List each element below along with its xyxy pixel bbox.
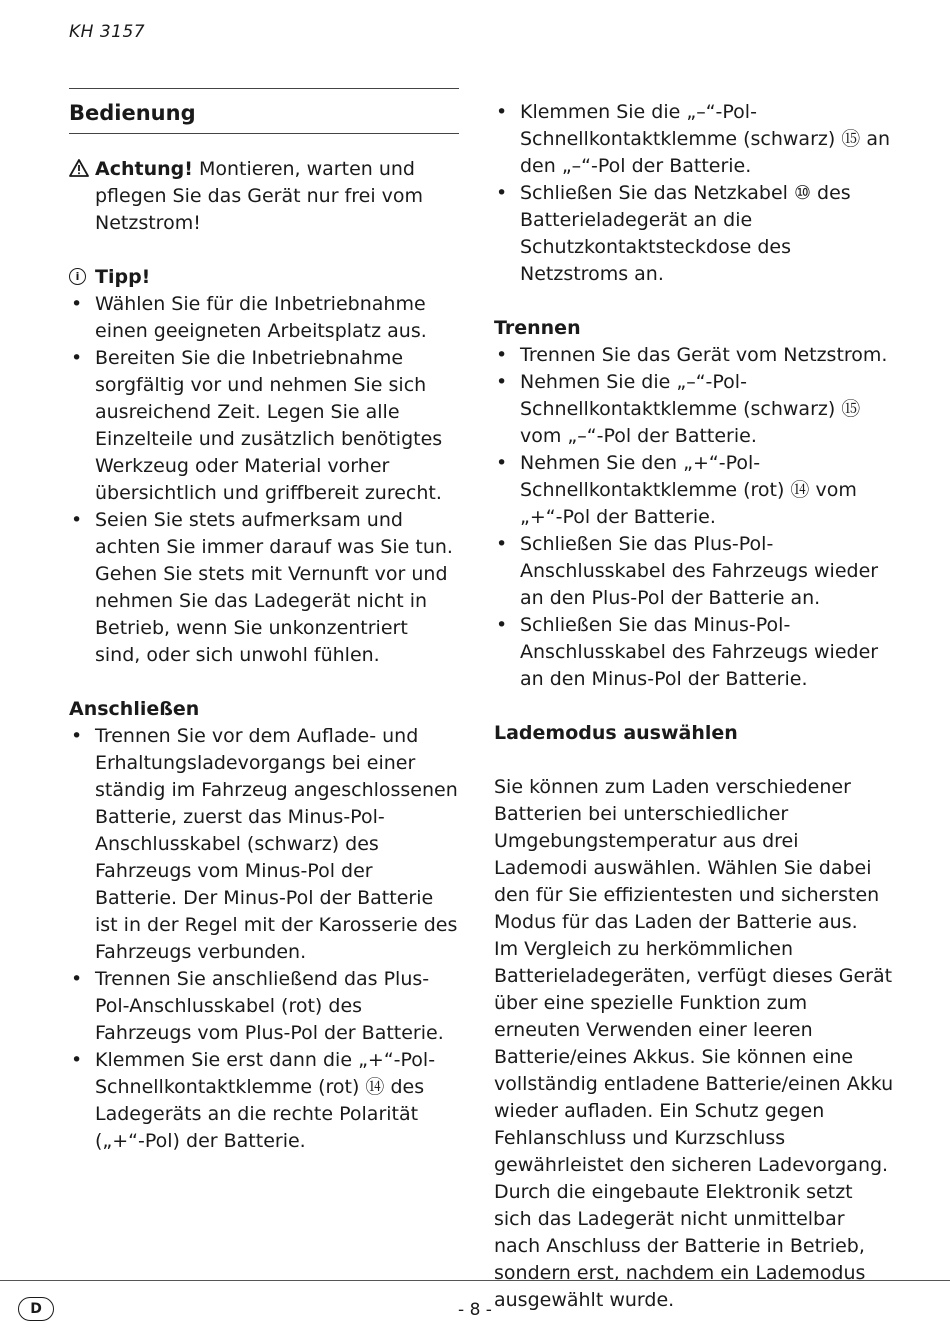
mode-heading: Lademodus auswählen	[494, 722, 738, 744]
warning-text	[95, 156, 459, 237]
list-item: • Trennen Sie das Gerät vom Netzstrom.	[494, 342, 894, 369]
list-item: • Nehmen Sie die „–“-Pol-Schnellkontaktklemme (schwarz) ⑮ vom „–“-Pol der Batterie.	[494, 369, 894, 450]
page-number: - 8 -	[458, 1300, 492, 1320]
connect-list-continued	[494, 99, 894, 288]
info-icon: i	[69, 264, 95, 291]
section-title: Bedienung	[69, 101, 196, 125]
warning-block	[69, 156, 459, 237]
right-column	[494, 99, 894, 1314]
mode-paragraph-2: Im Vergleich zu herkömmlichen Batterieladegeräten, verfügt dieses Gerät über eine spezielle Funktion zum erneuten Verwenden einer leeren Batterie/eines Akkus. Sie können eine vollständig entladene Batterie/einen Akku wieder aufladen. Ein Schutz gegen Fehlanschluss und Kurzschluss gewährleistet den sicheren Ladevorgang. Durch die eingebaute Elektronik setzt sich das Ladegerät nicht unmittelbar nach Anschluss der Batterie in Betrieb, sondern erst, nachdem ein Lademodus ausgewählt wurde.	[494, 938, 894, 1311]
list-item: • Schließen Sie das Netzkabel ⑩ des Batterieladegerät an die Schutzkontaktsteckdose des Netzstroms an.	[494, 180, 894, 288]
tip-heading	[69, 264, 459, 291]
tip-list	[69, 291, 459, 669]
connect-list	[69, 723, 459, 1155]
warning-label: Achtung!	[95, 158, 193, 180]
list-item: • Bereiten Sie die Inbetriebnahme sorgfältig vor und nehmen Sie sich ausreichend Zeit. Legen Sie alle Einzelteile und zusätzlich benötigtes Werkzeug oder Material vorher übersichtlich und griffbereit zurecht.	[69, 345, 459, 507]
warning-triangle-icon	[69, 156, 95, 237]
disconnect-heading: Trennen	[494, 317, 581, 339]
list-item: • Schließen Sie das Plus-Pol-Anschlusskabel des Fahrzeugs wieder an den Plus-Pol der Batterie an.	[494, 531, 894, 612]
footer-divider	[0, 1280, 950, 1281]
list-item: • Wählen Sie für die Inbetriebnahme einen geeigneten Arbeitsplatz aus.	[69, 291, 459, 345]
section-header	[69, 88, 459, 134]
list-item: • Klemmen Sie die „–“-Pol-Schnellkontaktklemme (schwarz) ⑮ an den „–“-Pol der Batterie.	[494, 99, 894, 180]
connect-heading: Anschließen	[69, 698, 200, 720]
list-item: • Trennen Sie anschließend das Plus-Pol-Anschlusskabel (rot) des Fahrzeugs vom Plus-Pol der Batterie.	[69, 966, 459, 1047]
warning-body: Montieren, warten und pflegen Sie das Gerät nur frei vom Netzstrom!	[95, 158, 424, 234]
list-item: • Seien Sie stets aufmerksam und achten Sie immer darauf was Sie tun. Gehen Sie stets mit Vernunft vor und nehmen Sie das Ladegerät nicht in Betrieb, wenn Sie unkonzentriert sind, oder sich unwohl fühlen.	[69, 507, 459, 669]
mode-paragraph-1: Sie können zum Laden verschiedener Batterien bei unterschiedlicher Umgebungstemperatur aus drei Lademodi auswählen. Wählen Sie dabei den für Sie effizientesten und sichersten Modus für das Laden der Batterie aus.	[494, 776, 880, 933]
list-item: • Schließen Sie das Minus-Pol-Anschlusskabel des Fahrzeugs wieder an den Minus-Pol der Batterie.	[494, 612, 894, 693]
tip-label: Tipp!	[95, 266, 151, 288]
list-item: • Klemmen Sie erst dann die „+“-Pol-Schnellkontaktklemme (rot) ⑭ des Ladegeräts an die rechte Polarität („+“-Pol) der Batterie.	[69, 1047, 459, 1155]
country-badge: D	[18, 1297, 54, 1321]
disconnect-list	[494, 342, 894, 693]
list-item: • Nehmen Sie den „+“-Pol-Schnellkontaktklemme (rot) ⑭ vom „+“-Pol der Batterie.	[494, 450, 894, 531]
left-column	[69, 88, 459, 1155]
list-item: • Trennen Sie vor dem Auflade- und Erhaltungsladevorgangs bei einer ständig im Fahrzeug angeschlossenen Batterie, zuerst das Minus-Pol-Anschlusskabel (schwarz) des Fahrzeugs vom Minus-Pol der Batterie. Der Minus-Pol der Batterie ist in der Regel mit der Karosserie des Fahrzeugs verbunden.	[69, 723, 459, 966]
model-number: KH 3157	[69, 22, 146, 42]
